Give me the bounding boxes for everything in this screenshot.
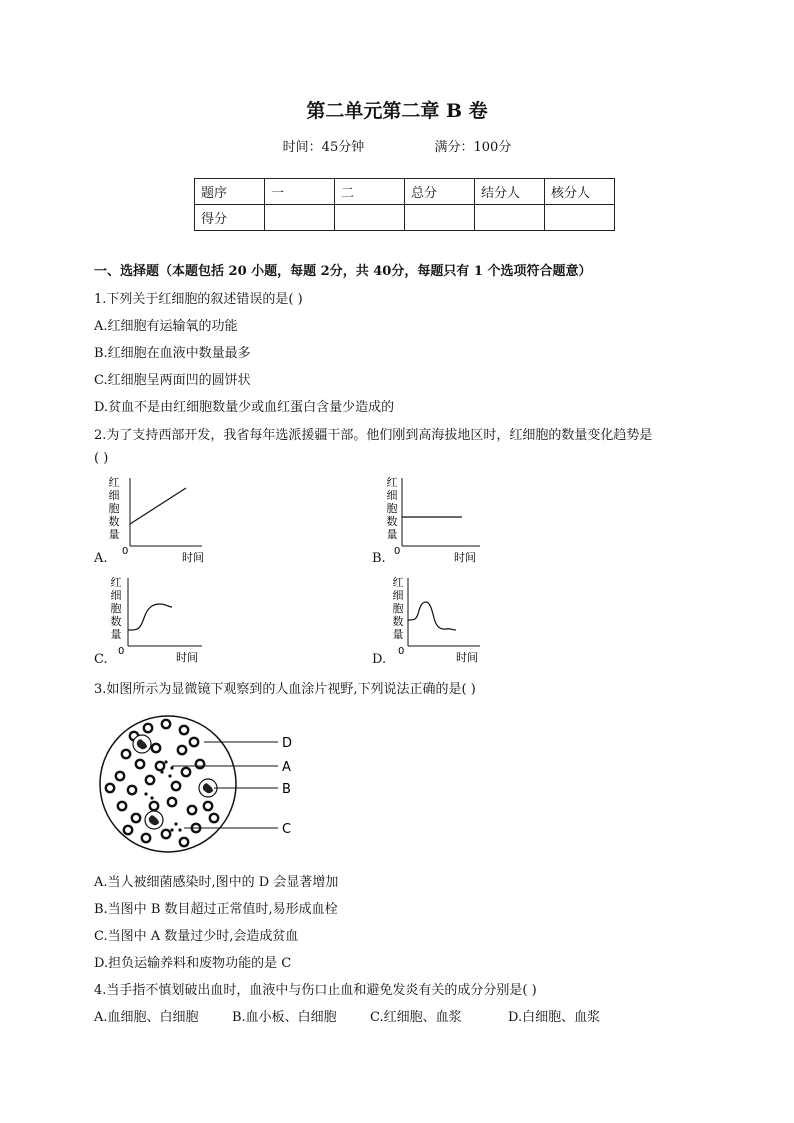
ylabel-char: 红 bbox=[392, 576, 404, 589]
trend-line-rising bbox=[130, 488, 186, 524]
ylabel-char: 胞 bbox=[386, 502, 398, 515]
platelet bbox=[168, 774, 171, 777]
q1-option-b: B.红细胞在血液中数量最多 bbox=[94, 346, 251, 361]
score-table bbox=[194, 178, 615, 231]
ylabel-char: 细 bbox=[392, 589, 404, 602]
q4-option-d: D.白细胞、血浆 bbox=[508, 1010, 601, 1025]
q2-graph-c bbox=[94, 574, 214, 666]
ylabel-char: 红 bbox=[386, 476, 398, 489]
exam-time: 时间：45分钟 bbox=[282, 140, 365, 155]
ylabel-char: 数 bbox=[110, 615, 122, 628]
table-cell: 核分人 bbox=[545, 179, 615, 205]
q1-stem: 1.下列关于红细胞的叙述错误的是( ) bbox=[94, 292, 303, 307]
origin-label: 0 bbox=[394, 546, 401, 557]
label-c: C bbox=[282, 822, 292, 837]
section-heading bbox=[94, 260, 591, 279]
x-axis-label: 时间 bbox=[176, 651, 198, 664]
ylabel-char: 红 bbox=[110, 576, 122, 589]
origin-label: 0 bbox=[398, 646, 405, 657]
ylabel-char: 细 bbox=[110, 589, 122, 602]
platelet bbox=[170, 766, 173, 769]
q3-option-a: A.当人被细菌感染时,图中的 D 会显著增加 bbox=[94, 875, 339, 890]
y-axis-label bbox=[393, 576, 404, 641]
q3-blood-smear-figure bbox=[96, 706, 306, 862]
platelet bbox=[174, 822, 177, 825]
ylabel-char: 胞 bbox=[108, 502, 120, 515]
ylabel-char: 数 bbox=[392, 615, 404, 628]
ylabel-char: 数 bbox=[386, 515, 398, 528]
ylabel-char: 胞 bbox=[110, 602, 122, 615]
platelet bbox=[164, 760, 167, 763]
label-a: A bbox=[282, 760, 291, 775]
q3-stem: 3.如图所示为显微镜下观察到的人血涂片视野,下列说法正确的是( ) bbox=[94, 682, 476, 697]
ylabel-char: 数 bbox=[108, 515, 120, 528]
platelet bbox=[160, 770, 163, 773]
score-table-row bbox=[195, 205, 615, 231]
q2-option-b: B. bbox=[372, 551, 386, 566]
y-axis-label bbox=[387, 476, 398, 541]
ylabel-char: 细 bbox=[386, 489, 398, 502]
q2-option-a: A. bbox=[94, 551, 108, 566]
q2-graph-b bbox=[372, 474, 492, 566]
table-cell bbox=[405, 205, 475, 231]
x-axis-label: 时间 bbox=[454, 551, 476, 564]
label-d: D bbox=[282, 736, 293, 751]
label-b: B bbox=[282, 782, 291, 797]
origin-label: 0 bbox=[118, 646, 125, 657]
platelet bbox=[178, 828, 181, 831]
table-cell bbox=[265, 205, 335, 231]
ylabel-char: 细 bbox=[108, 489, 120, 502]
q2-graph-a bbox=[94, 474, 214, 566]
table-cell bbox=[545, 205, 615, 231]
ylabel-char: 量 bbox=[108, 528, 120, 541]
ylabel-char: 量 bbox=[386, 528, 398, 541]
q3-option-d: D.担负运输养料和废物功能的是 C bbox=[94, 956, 292, 971]
table-cell: 一 bbox=[265, 179, 335, 205]
page-title: 第二单元第二章 B 卷 bbox=[306, 100, 488, 122]
q1-option-d: D.贫血不是由红细胞数量少或血红蛋白含量少造成的 bbox=[94, 400, 395, 415]
platelet bbox=[144, 792, 147, 795]
x-axis-label: 时间 bbox=[456, 651, 478, 664]
y-axis-label bbox=[109, 476, 120, 541]
platelet bbox=[150, 796, 153, 799]
q4-options bbox=[94, 1006, 600, 1025]
ylabel-char: 量 bbox=[110, 628, 122, 641]
q2-option-d: D. bbox=[372, 652, 387, 667]
ylabel-char: 胞 bbox=[392, 602, 404, 615]
ylabel-char: 量 bbox=[392, 628, 404, 641]
table-cell: 题序 bbox=[195, 179, 265, 205]
q3-option-b: B.当图中 B 数目超过正常值时,易形成血栓 bbox=[94, 902, 338, 917]
table-cell: 结分人 bbox=[475, 179, 545, 205]
trend-line-rise-plateau bbox=[128, 604, 172, 630]
section-title: 一、选择题 bbox=[94, 264, 160, 279]
trend-line-peak-decline bbox=[408, 602, 456, 630]
x-axis-label: 时间 bbox=[182, 551, 204, 564]
y-axis-label bbox=[111, 576, 122, 641]
table-cell: 总分 bbox=[405, 179, 475, 205]
q4-stem: 4.当手指不慎划破出血时，血液中与伤口止血和避免发炎有关的成分分别是( ) bbox=[94, 983, 537, 998]
table-cell bbox=[475, 205, 545, 231]
score-table-header bbox=[195, 179, 615, 205]
q4-option-b: B.血小板、白细胞 bbox=[232, 1010, 337, 1025]
q4-option-c: C.红细胞、血浆 bbox=[370, 1010, 462, 1025]
ylabel-char: 红 bbox=[108, 476, 120, 489]
q2-stem: 2.为了支持西部开发，我省每年选派援疆干部。他们刚到高海拔地区时，红细胞的数量变化趋势是 bbox=[94, 428, 653, 443]
q2-stem-cont: ( ) bbox=[94, 451, 109, 466]
exam-score: 满分：100分 bbox=[434, 140, 512, 155]
table-cell: 二 bbox=[335, 179, 405, 205]
q1-option-c: C.红细胞呈两面凹的圆饼状 bbox=[94, 373, 251, 388]
table-cell: 得分 bbox=[195, 205, 265, 231]
q1-option-a: A.红细胞有运输氧的功能 bbox=[94, 319, 238, 334]
origin-label: 0 bbox=[122, 546, 129, 557]
q4-option-a: A.血细胞、白细胞 bbox=[94, 1010, 199, 1025]
section-note: （本题包括 20 小题，每题 2分，共 40分，每题只有 1 个选项符合题意） bbox=[159, 264, 592, 279]
platelet bbox=[170, 828, 173, 831]
q3-option-c: C.当图中 A 数量过少时,会造成贫血 bbox=[94, 929, 299, 944]
q2-graph-d bbox=[372, 574, 492, 666]
table-cell bbox=[335, 205, 405, 231]
q2-option-c: C. bbox=[94, 652, 108, 667]
exam-info bbox=[0, 136, 794, 155]
